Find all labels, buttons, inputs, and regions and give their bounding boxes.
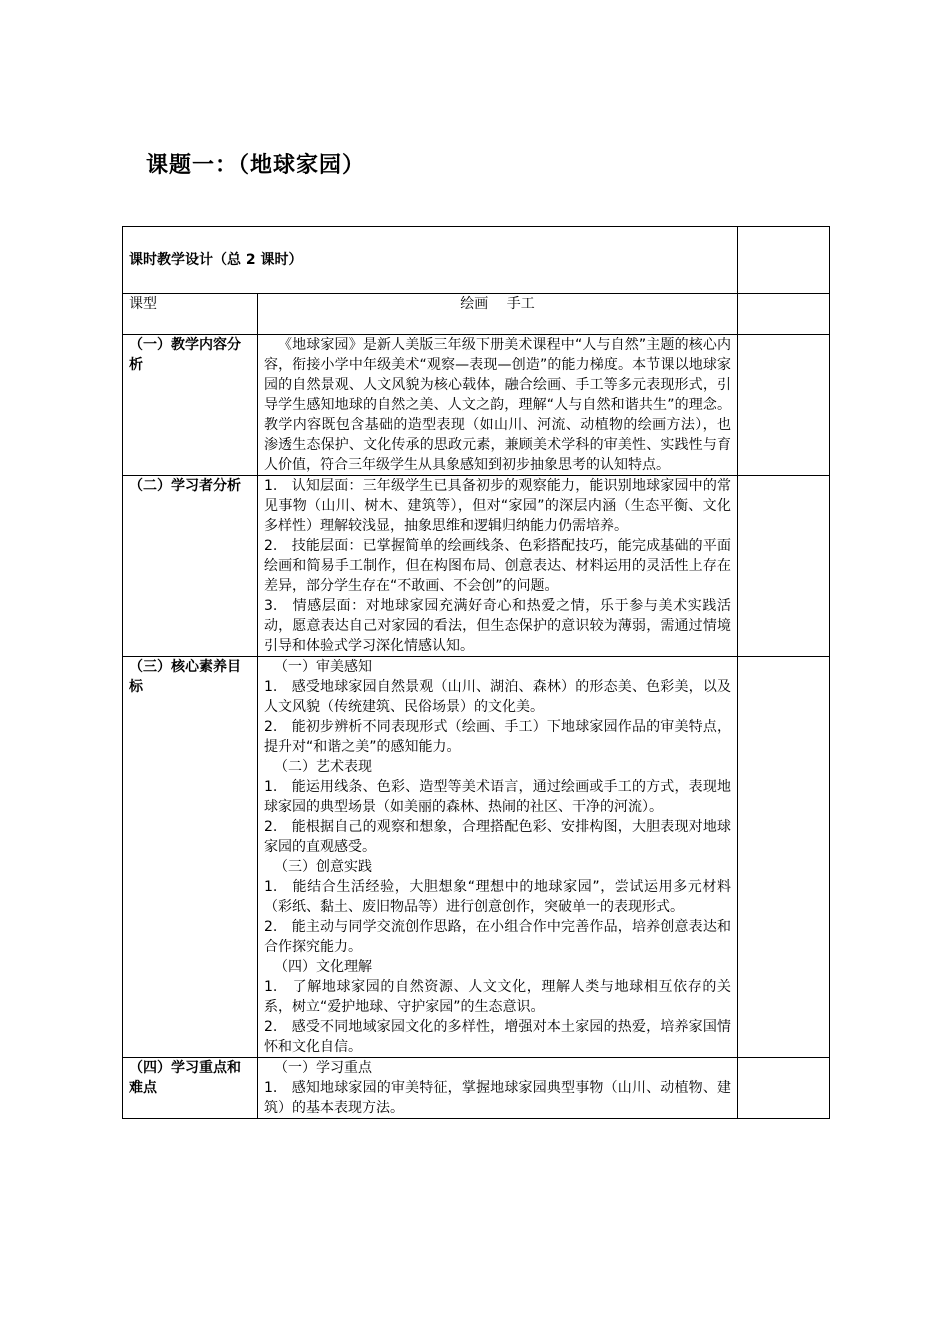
- blank-cell: [738, 657, 830, 1058]
- table-header: 课时教学设计（总 2 课时）: [123, 227, 738, 294]
- key-label: （四）学习重点和难点: [123, 1058, 258, 1119]
- learner-label: （二）学习者分析: [123, 476, 258, 657]
- goals-row: [123, 657, 830, 1058]
- goal-item: 2. 能初步辨析不同表现形式（绘画、手工）下地球家园作品的审美特点，提升对“和谐之美”的感知能力。: [264, 719, 731, 755]
- learner-item: 2. 技能层面：已掌握简单的绘画线条、色彩搭配技巧，能完成基础的平面绘画和简易手工制作，但在构图布局、创意表达、材料运用的灵活性上存在差异，部分学生存在“不敢画、不会创”的问题。: [264, 538, 731, 594]
- learner-item: 3. 情感层面：对地球家园充满好奇心和热爱之情，乐于参与美术实践活动，愿意表达自己对家园的看法，但生态保护的意识较为薄弱，需通过情境引导和体验式学习深化情感认知。: [264, 598, 731, 654]
- type-value: 绘画 手工: [258, 294, 738, 335]
- learner-cell: [258, 476, 738, 657]
- goal-item: 1. 能结合生活经验，大胆想象“理想中的地球家园”，尝试运用多元材料（彩纸、黏土、废旧物品等）进行创意创作，突破单一的表现形式。: [264, 879, 731, 915]
- key-cell: [258, 1058, 738, 1119]
- goal-item: 1. 了解地球家园的自然资源、人文文化，理解人类与地球相互依存的关系，树立“爱护地球、守护家园”的生态意识。: [264, 979, 731, 1015]
- blank-cell: [738, 227, 830, 294]
- goal-heading: （一）审美感知: [274, 659, 372, 675]
- blank-cell: [738, 1058, 830, 1119]
- goal-heading: （三）创意实践: [274, 859, 372, 875]
- type-row: [123, 294, 830, 335]
- goal-heading: （二）艺术表现: [274, 759, 372, 775]
- page-title: 课题一：（地球家园）: [146, 153, 366, 178]
- goal-heading: （四）文化理解: [274, 959, 372, 975]
- content-label: （一）教学内容分析: [123, 335, 258, 476]
- blank-cell: [738, 335, 830, 476]
- blank-cell: [738, 476, 830, 657]
- goals-cell: [258, 657, 738, 1058]
- content-row: [123, 335, 830, 476]
- goal-item: 1. 感受地球家园自然景观（山川、湖泊、森林）的形态美、色彩美，以及人文风貌（传统建筑、民俗场景）的文化美。: [264, 679, 731, 715]
- goal-item: 2. 能根据自己的观察和想象，合理搭配色彩、安排构图，大胆表现对地球家园的直观感受。: [264, 819, 731, 855]
- content-text: 《地球家园》是新人美版三年级下册美术课程中“人与自然”主题的核心内容，衔接小学中年级美术“观察—表现—创造”的能力梯度。本节课以地球家园的自然景观、人文风貌为核心载体，融合绘画、手工等多元表现形式，引导学生感知地球的自然之美、人文之韵，理解“人与自然和谐共生”的理念。教学内容既包含基础的造型表现（如山川、河流、动植物的绘画方法），也渗透生态保护、文化传承的思政元素，兼顾美术学科的审美性、实践性与育人价值，符合三年级学生从具象感知到初步抽象思考的认知特点。: [264, 337, 731, 473]
- type-label: 课型: [123, 294, 258, 335]
- learner-row: [123, 476, 830, 657]
- blank-cell: [738, 294, 830, 335]
- key-item: 1. 感知地球家园的审美特征，掌握地球家园典型事物（山川、动植物、建筑）的基本表现方法。: [264, 1080, 731, 1116]
- content-cell: [258, 335, 738, 476]
- key-heading: （一）学习重点: [274, 1060, 372, 1076]
- goal-item: 2. 感受不同地域家园文化的多样性，增强对本土家园的热爱，培养家国情怀和文化自信。: [264, 1019, 731, 1055]
- header-row: [123, 227, 830, 294]
- learner-item: 1. 认知层面：三年级学生已具备初步的观察能力，能识别地球家园中的常见事物（山川、树木、建筑等），但对“家园”的深层内涵（生态平衡、文化多样性）理解较浅显，抽象思维和逻辑归纳能力仍需培养。: [264, 478, 731, 534]
- goal-item: 1. 能运用线条、色彩、造型等美术语言，通过绘画或手工的方式，表现地球家园的典型场景（如美丽的森林、热闹的社区、干净的河流）。: [264, 779, 731, 815]
- key-row: [123, 1058, 830, 1119]
- goals-label: （三）核心素养目标: [123, 657, 258, 1058]
- goal-item: 2. 能主动与同学交流创作思路，在小组合作中完善作品，培养创意表达和合作探究能力。: [264, 919, 731, 955]
- lesson-plan-table: [122, 226, 830, 1119]
